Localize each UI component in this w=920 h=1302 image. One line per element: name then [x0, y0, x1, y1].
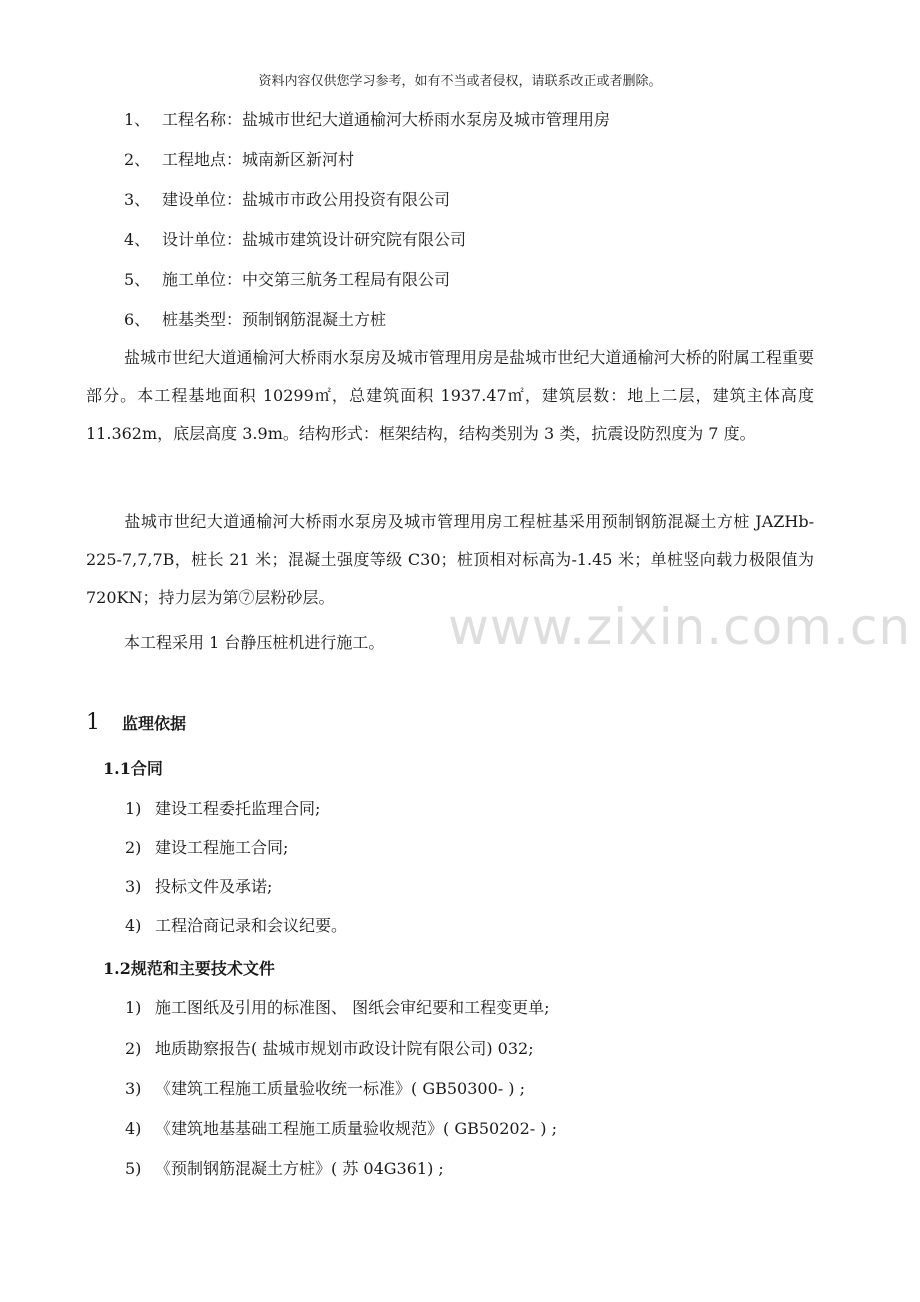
- item-number: 6、: [124, 310, 151, 329]
- subsection-heading: 1.2规范和主要技术文件: [103, 959, 275, 978]
- project-overview-paragraph: [86, 339, 814, 453]
- section-title: 监理依据: [122, 714, 187, 733]
- section-number: 1: [86, 710, 100, 735]
- list-item: [125, 796, 320, 819]
- item-number: 3、: [124, 190, 151, 209]
- item-text: 设计单位：盐城市建筑设计研究院有限公司: [162, 230, 467, 249]
- list-item: [125, 874, 272, 897]
- item-text: 工程地点：城南新区新河村: [162, 150, 355, 169]
- item-number: 5、: [124, 270, 151, 289]
- project-info-item: [124, 267, 450, 290]
- list-text: 投标文件及承诺;: [155, 877, 273, 896]
- list-text: 施工图纸及引用的标准图、 图纸会审纪要和工程变更单;: [155, 998, 550, 1017]
- project-info-item: [124, 107, 610, 130]
- list-number: 2): [125, 838, 142, 857]
- paragraph-text: 本工程采用 1 台静压桩机进行施工。: [124, 633, 385, 652]
- list-text: 《建筑工程施工质量验收统一标准》( GB50300- ) ;: [155, 1079, 525, 1098]
- list-text: 《建筑地基基础工程施工质量验收规范》( GB50202- ) ;: [155, 1119, 557, 1138]
- list-item: [125, 1156, 444, 1179]
- list-number: 4): [125, 1119, 142, 1138]
- project-info-item: [124, 307, 386, 330]
- list-number: 5): [125, 1159, 142, 1178]
- watermark: www.zixin.com.cn: [448, 598, 912, 656]
- subsection-heading: 1.1合同: [103, 759, 163, 778]
- paragraph-text: 盐城市世纪大道通榆河大桥雨水泵房及城市管理用房是盐城市世纪大道通榆河大桥的附属工程重要部分。本工程基地面积 10299㎡，总建筑面积 1937.47㎡，建筑层数：地上二层，建筑主体高度 11.362m，底层高度 3.9m。结构形式：框架结构，结构类别为 3 类，抗震设防烈度为 7 度。: [86, 348, 814, 443]
- list-text: 《预制钢筋混凝土方桩》( 苏 04G361) ;: [155, 1159, 444, 1178]
- list-item: [125, 995, 549, 1018]
- list-item: [125, 1036, 534, 1059]
- list-item: [125, 1116, 557, 1139]
- list-item: [125, 913, 347, 936]
- paragraph-text: 盐城市世纪大道通榆河大桥雨水泵房及城市管理用房工程桩基采用预制钢筋混凝土方桩 JAZHb-225-7,7,7B，桩长 21 米；混凝土强度等级 C30；桩顶相对标高为-1.45 米；单桩竖向载力极限值为 720KN；持力层为第⑦层粉砂层。: [86, 512, 814, 607]
- section-heading: [86, 710, 186, 735]
- item-number: 1、: [124, 110, 151, 129]
- list-item: [125, 1076, 525, 1099]
- list-number: 2): [125, 1039, 142, 1058]
- list-text: 建设工程施工合同;: [155, 838, 289, 857]
- list-text: 工程洽商记录和会议纪要。: [155, 916, 348, 935]
- list-number: 3): [125, 1079, 142, 1098]
- list-number: 1): [125, 998, 142, 1017]
- project-info-item: [124, 187, 450, 210]
- item-text: 桩基类型：预制钢筋混凝土方桩: [162, 310, 387, 329]
- list-item: [125, 835, 288, 858]
- list-text: 建设工程委托监理合同;: [155, 799, 321, 818]
- item-text: 施工单位：中交第三航务工程局有限公司: [162, 270, 451, 289]
- item-number: 4、: [124, 230, 151, 249]
- header-note: 资料内容仅供您学习参考，如有不当或者侵权，请联系改正或者删除。: [258, 74, 662, 89]
- list-text: 地质勘察报告( 盐城市规划市政设计院有限公司) 032;: [155, 1039, 534, 1058]
- list-number: 1): [125, 799, 142, 818]
- project-info-item: [124, 147, 354, 170]
- item-number: 2、: [124, 150, 151, 169]
- item-text: 工程名称：盐城市世纪大道通榆河大桥雨水泵房及城市管理用房: [162, 110, 611, 129]
- list-number: 4): [125, 916, 142, 935]
- list-number: 3): [125, 877, 142, 896]
- project-info-item: [124, 227, 466, 250]
- item-text: 建设单位：盐城市市政公用投资有限公司: [162, 190, 451, 209]
